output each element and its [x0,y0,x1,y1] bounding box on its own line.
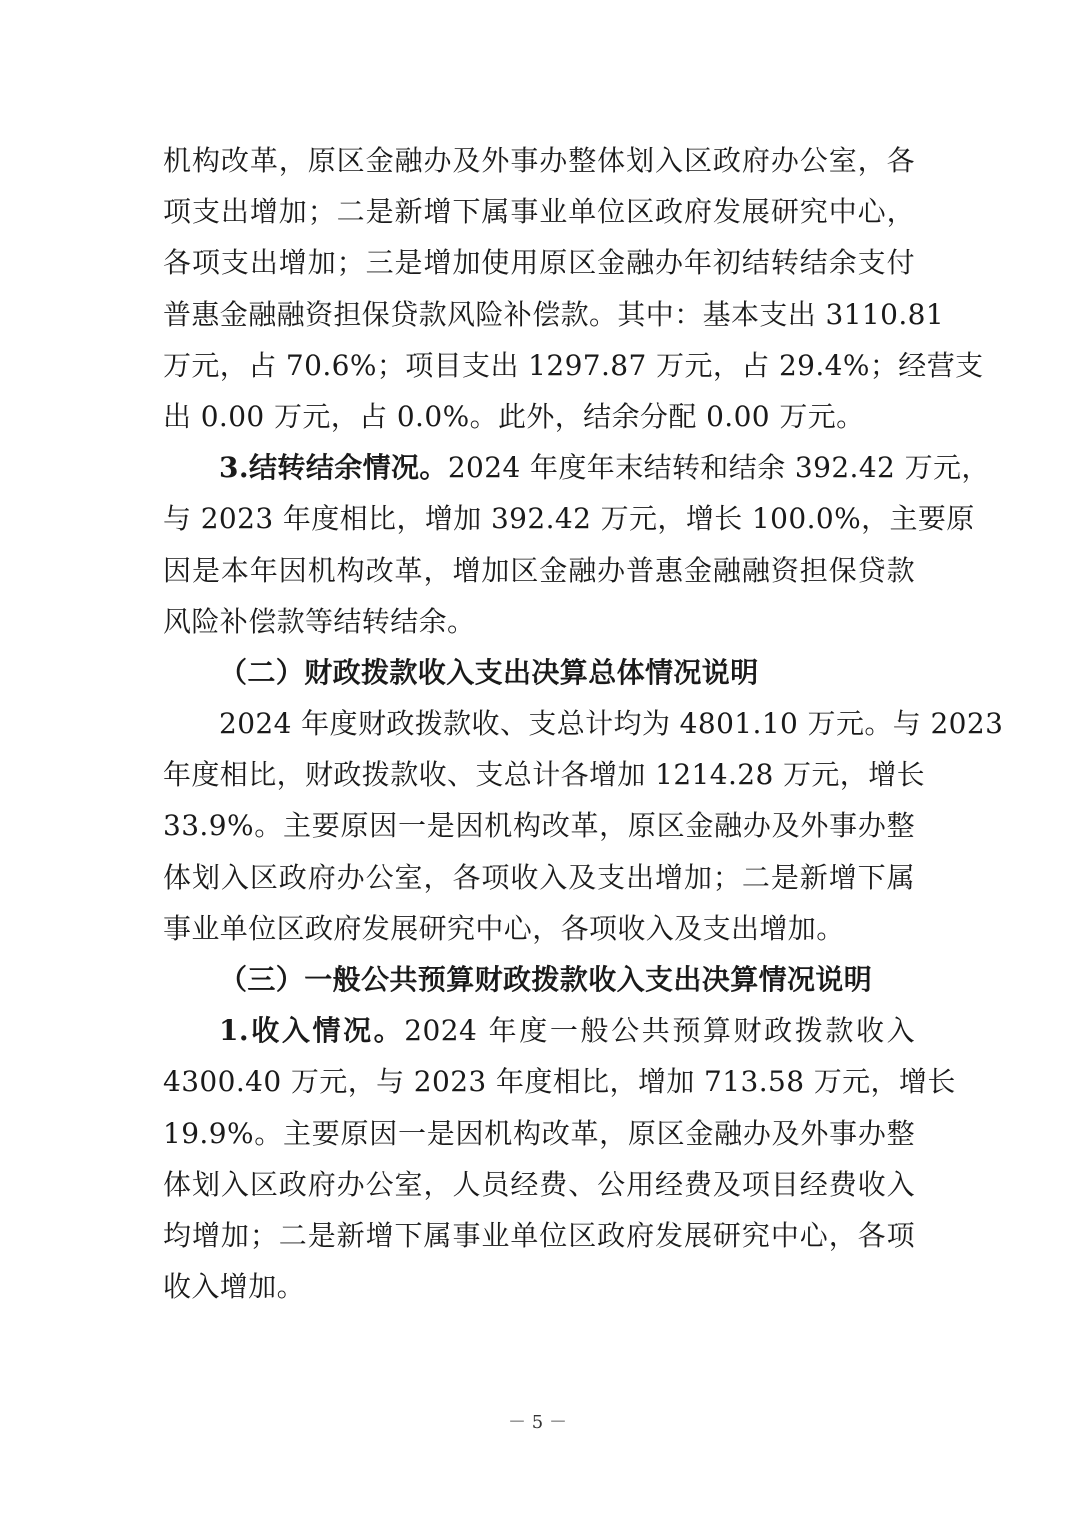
body-text-line: 事业单位区政府发展研究中心，各项收入及支出增加。 [163,911,845,945]
section-heading-3: （三）一般公共预算财政拨款收入支出决算情况说明 [219,963,873,996]
body-text-line: 收入增加。 [163,1270,306,1304]
body-text-line: 项支出增加；二是新增下属事业单位区政府发展研究中心， [163,195,915,229]
section-heading-2: （二）财政拨款收入支出决算总体情况说明 [219,655,759,689]
body-text-line: 与 2023 年度相比，增加 392.42 万元，增长 100.0%，主要原 [163,502,975,536]
body-text-line: 风险补偿款等结转结余。 [163,604,476,638]
section-carryover-label: 3.结转结余情况。 [219,451,448,485]
body-text-line: 2024 年度一般公共预算财政拨款收入 [404,1014,915,1048]
document-body [163,135,1004,1312]
body-text-line: 体划入区政府办公室，各项收入及支出增加；二是新增下属 [163,860,915,894]
body-text-line: 出 0.00 万元，占 0.0%。此外，结余分配 0.00 万元。 [163,399,865,433]
section-income-paragraph-start [163,1005,915,1056]
body-text-line: 体划入区政府办公室，人员经费、公用经费及项目经费收入 [163,1167,915,1201]
section-carryover-paragraph-start [163,442,990,493]
body-text-line: 2024 年度财政拨款收、支总计均为 4801.10 万元。与 2023 [219,707,1004,741]
body-text-line: 4300.40 万元，与 2023 年度相比，增加 713.58 万元，增长 [163,1065,956,1099]
body-text-line: 均增加；二是新增下属事业单位区政府发展研究中心，各项 [163,1218,915,1252]
body-text-line: 机构改革，原区金融办及外事办整体划入区政府办公室，各 [163,144,915,177]
body-text-line: 19.9%。主要原因一是因机构改革，原区金融办及外事办整 [163,1116,915,1150]
section-income-label: 1.收入情况。 [219,1014,405,1048]
body-text-line: 2024 年度年末结转和结余 392.42 万元， [447,451,990,485]
body-text-line: 33.9%。主要原因一是因机构改革，原区金融办及外事办整 [163,809,915,843]
body-text-line: 年度相比，财政拨款收、支总计各增加 1214.28 万元，增长 [163,758,925,792]
page-number: － 5 － [508,1412,567,1433]
body-text-line: 各项支出增加；三是增加使用原区金融办年初结转结余支付 [163,246,915,280]
body-text-line: 因是本年因机构改革，增加区金融办普惠金融融资担保贷款 [163,553,915,587]
body-text-line: 万元，占 70.6%；项目支出 1297.87 万元，占 29.4%；经营支 [163,348,984,382]
body-text-line: 普惠金融融资担保贷款风险补偿款。其中：基本支出 3110.81 [163,297,945,331]
